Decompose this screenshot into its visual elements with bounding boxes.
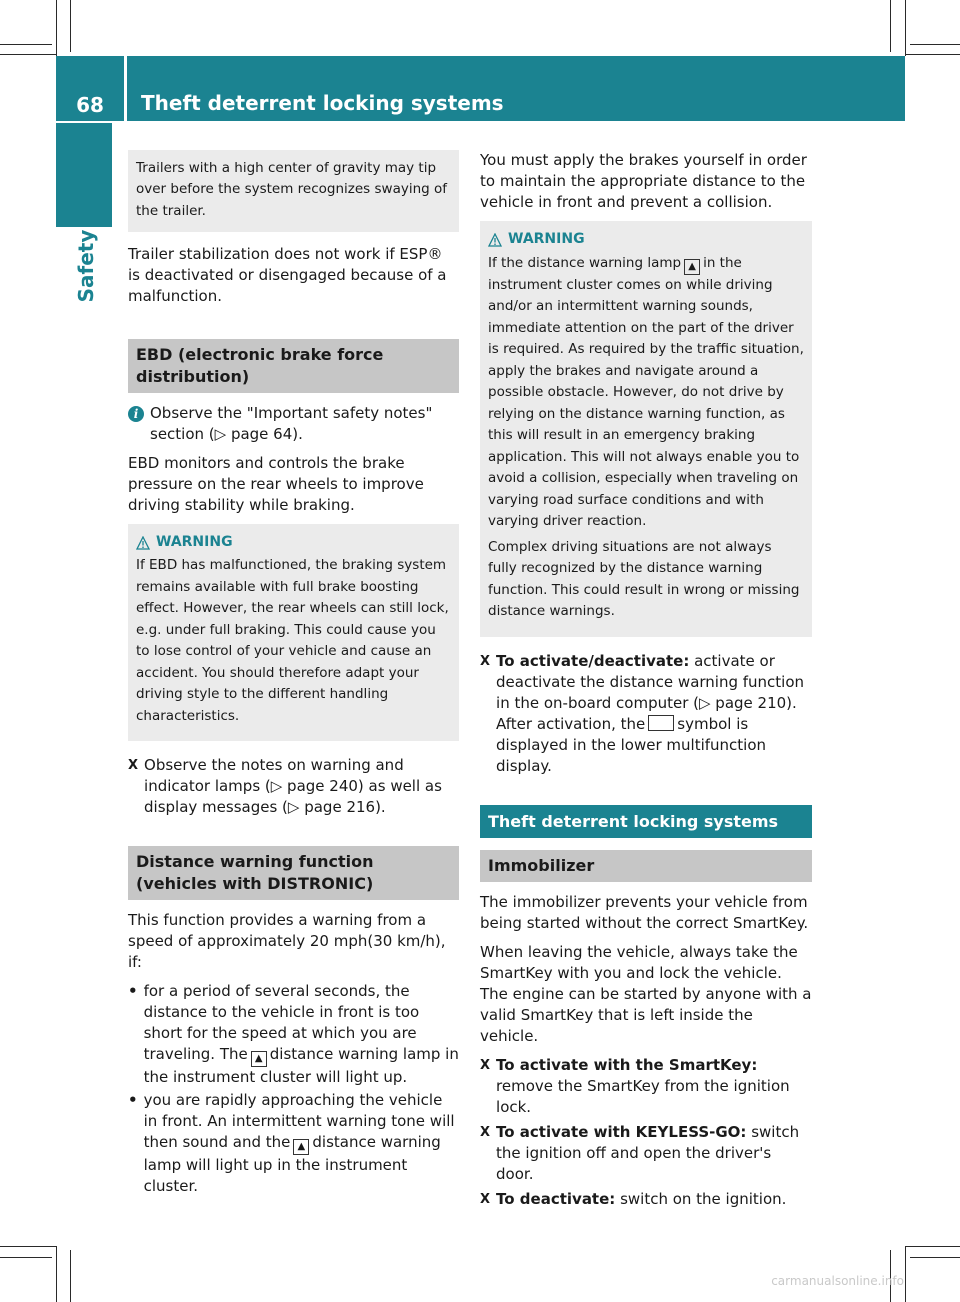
left-column — [128, 150, 459, 1199]
ebd-heading: EBD (electronic brake force distribution) — [128, 339, 459, 393]
ebd-info-text: Observe the "Important safety notes" section (▷ page 64). — [150, 403, 433, 443]
ebd-info — [128, 403, 459, 445]
distronic-symbol-icon — [648, 715, 674, 731]
ebd-paragraph: EBD monitors and controls the brake pressure on the rear wheels to improve driving stability while braking. — [128, 453, 424, 514]
step-arrow-icon: X — [480, 653, 491, 669]
immobilizer-paragraph: The immobilizer prevents your vehicle from being started without the correct SmartKey. — [480, 892, 809, 932]
bullet-icon: • — [128, 982, 138, 1001]
step-label: To activate with the SmartKey: — [496, 1055, 758, 1074]
crop-mark — [0, 54, 56, 55]
bullet-text: distance warning lamp in the instrument cluster will light up. — [143, 1045, 459, 1087]
ebd-step — [128, 755, 459, 818]
crop-mark — [905, 1246, 960, 1247]
crop-mark — [890, 0, 891, 52]
crop-mark — [905, 0, 906, 56]
right-column — [480, 150, 812, 1214]
step-item — [480, 1189, 812, 1210]
warning-triangle-icon — [136, 536, 150, 550]
bullet-icon: • — [128, 1091, 138, 1110]
distance-warning-label: WARNING — [508, 231, 585, 247]
distance-warning-lamp-icon: ▲ — [251, 1051, 267, 1067]
activate-step — [480, 651, 812, 777]
ebd-warning-title — [136, 532, 451, 554]
distance-heading: Distance warning function (vehicles with DISTRONIC) — [128, 846, 459, 900]
info-icon: i — [128, 406, 144, 422]
ebd-warning-label: WARNING — [156, 533, 233, 550]
step-label: To activate/deactivate: — [496, 651, 690, 670]
ebd-step-text: Observe the notes on warning and indicator lamps (▷ page 240) as well as display messages (▷ page 216). — [144, 756, 442, 817]
side-tab — [56, 123, 112, 227]
distance-paragraph: This function provides a warning from a speed of approximately 20 mph(30 km/h), if: — [128, 911, 446, 972]
crop-mark — [56, 1246, 57, 1302]
header-title: Theft deterrent locking systems — [141, 91, 504, 115]
step-arrow-icon: X — [480, 1191, 491, 1207]
bullet-text: for a period of several seconds, the distance to the vehicle in front is too short for the speed at which you are traveling. The — [143, 982, 420, 1064]
ebd-warning-box — [128, 524, 459, 742]
footer-brand: carmanualsonline.info — [771, 1274, 904, 1288]
bullet-text: you are rapidly approaching the vehicle in front. An intermittent warning tone will then sound and the — [143, 1091, 455, 1152]
step-text: remove the SmartKey from the ignition lock. — [496, 1076, 790, 1116]
crop-mark — [905, 54, 960, 55]
distance-warning-box — [480, 221, 812, 637]
ebd-warning-text: If EBD has malfunctioned, the braking system remains available with full brake boosting effect. However, the rear wheels can still lock, e.g. under full braking. This could cause you to lose control of your vehicle and cause an accident. You should therefore adapt your driving style to the different handling characteristics. — [136, 557, 449, 724]
crop-mark — [0, 44, 52, 45]
crop-mark — [910, 1257, 960, 1258]
warning-text: If the distance warning lamp — [488, 254, 682, 271]
crop-mark — [0, 1257, 52, 1258]
distance-warning-lamp-icon: ▲ — [684, 259, 700, 275]
crop-mark — [905, 1246, 906, 1302]
crop-mark — [70, 1250, 71, 1302]
step-arrow-icon: X — [128, 758, 139, 774]
distance-warning-lamp-icon: ▲ — [293, 1139, 309, 1155]
warning-triangle-icon — [488, 233, 502, 247]
step-arrow-icon: X — [480, 1124, 491, 1140]
step-label: To activate with KEYLESS-GO: — [496, 1122, 747, 1141]
list-item — [128, 981, 459, 1088]
crop-mark — [910, 44, 960, 45]
side-label: Safety — [74, 229, 98, 303]
warning-text: in the instrument cluster comes on while driving and/or an intermittent warning sounds, immediate attention on the part of the driver is required. As required by the traffic situation, apply the brakes and navigate around a possible obstacle. However, do not drive by relying on the distance warning function, as this will result in an emergency braking application. This will not always enable you to avoid a collision, especially when traveling on varying road surface conditions and with varying driver reaction. — [488, 254, 804, 529]
immobilizer-heading: Immobilizer — [480, 850, 812, 882]
step-arrow-icon: X — [480, 1057, 491, 1073]
step-item — [480, 1122, 812, 1185]
list-item — [128, 1090, 459, 1197]
note-box — [128, 150, 459, 232]
crop-mark — [70, 0, 71, 52]
header-divider — [124, 56, 127, 121]
note-text: Trailers with a high center of gravity may tip over before the system recognizes swaying of the trailer. — [136, 160, 448, 219]
crop-mark — [0, 1246, 56, 1247]
step-text: switch the ignition off and open the driver's door. — [496, 1122, 800, 1183]
distance-warning-title — [488, 229, 804, 251]
step-item — [480, 1055, 812, 1118]
bullet-text: distance warning lamp will light up in the instrument cluster. — [143, 1133, 441, 1196]
page-number: 68 — [76, 93, 104, 117]
step-text: activate or deactivate the distance warning function in the on-board computer (▷ page 210). After activation, the — [496, 651, 805, 733]
step-text: switch on the ignition. — [620, 1189, 787, 1208]
step-text: symbol is displayed in the lower multifunction display. — [496, 714, 767, 775]
brake-paragraph: You must apply the brakes yourself in order to maintain the appropriate distance to the vehicle in front and prevent a collision. — [480, 151, 807, 211]
immobilizer-paragraph: When leaving the vehicle, always take the SmartKey with you and lock the vehicle. The engine can be started by anyone with a valid SmartKey that is left inside the vehicle. — [480, 942, 812, 1045]
esp-paragraph: Trailer stabilization does not work if ESP® is deactivated or disengaged because of a malfunction. — [128, 244, 447, 305]
warning-text: Complex driving situations are not always fully recognized by the distance warning function. This could result in wrong or missing distance warnings. — [488, 538, 800, 619]
crop-mark — [56, 0, 57, 56]
theft-heading: Theft deterrent locking systems — [480, 805, 812, 838]
step-label: To deactivate: — [496, 1189, 616, 1208]
